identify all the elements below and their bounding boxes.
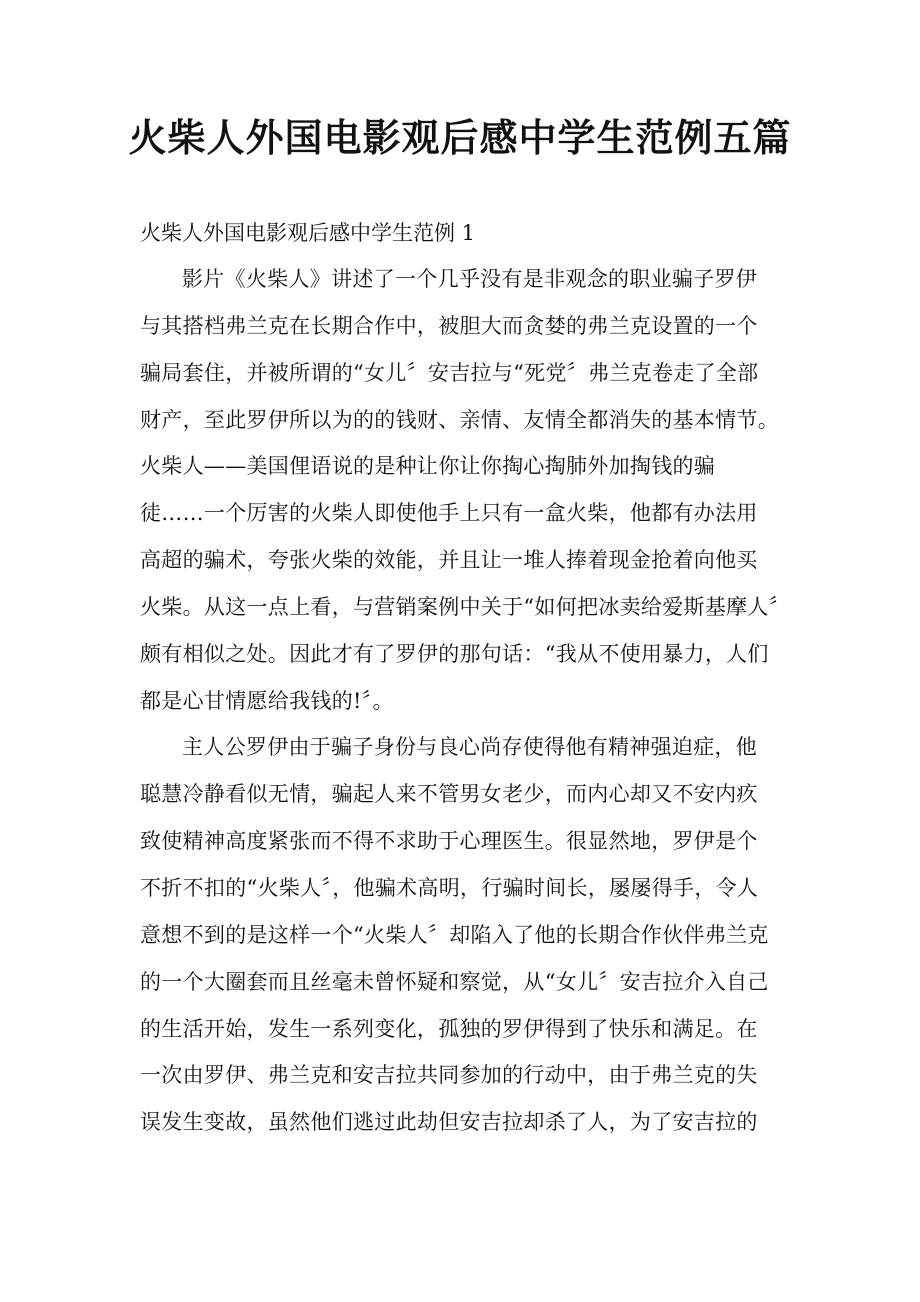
paragraph-2-line: 的一个大圈套而且丝毫未曾怀疑和察觉，从“女儿〞安吉拉介入自己 — [140, 969, 769, 994]
paragraph-2-line: 聪慧冷静看似无情，骗起人来不管男女老少，而内心却又不安内疚 — [140, 782, 758, 807]
paragraph-1-line: 火柴人——美国俚语说的是种让你让你掏心掏肺外加掏钱的骗 — [140, 454, 716, 479]
paragraph-1-line: 火柴。从这一点上看，与营销案例中关于“如何把冰卖给爱斯基摩人〞 — [140, 594, 791, 619]
paragraph-2-line: 误发生变故，虽然他们逃过此劫但安吉拉却杀了人，为了安吉拉的 — [140, 1110, 758, 1135]
paragraph-1-line: 与其搭档弗兰克在长期合作中，被胆大而贪婪的弗兰克设置的一个 — [140, 313, 758, 338]
document-title: 火柴人外国电影观后感中学生范例五篇 — [128, 115, 792, 160]
paragraph-2-line: 不折不扣的“火柴人〞，他骗术高明，行骗时间长，屡屡得手，令人 — [140, 875, 759, 900]
paragraph-1-line: 徒……一个厉害的火柴人即使他手上只有一盒火柴，他都有办法用 — [140, 501, 758, 526]
paragraph-2-line: 的生活开始，发生一系列变化，孤独的罗伊得到了快乐和满足。在 — [140, 1016, 758, 1041]
paragraph-2-line: 一次由罗伊、弗兰克和安吉拉共同参加的行动中，由于弗兰克的失 — [140, 1063, 758, 1088]
paragraph-1-line: 骗局套住，并被所谓的“女儿〞安吉拉与“死党〞弗兰克卷走了全部 — [140, 360, 759, 385]
paragraph-1-line: 高超的骗术，夸张火柴的效能，并且让一堆人捧着现金抢着向他买 — [140, 548, 758, 573]
paragraph-1-line: 影片《火柴人》讲述了一个几乎没有是非观念的职业骗子罗伊 — [182, 267, 758, 291]
body-text — [140, 264, 791, 1154]
paragraph-1-line: 都是心甘情愿给我钱的!〞。 — [140, 688, 394, 713]
section-heading: 火柴人外国电影观后感中学生范例 1 — [140, 221, 476, 245]
paragraph-2-line: 意想不到的是这样一个“火柴人〞却陷入了他的长期合作伙伴弗兰克 — [140, 922, 769, 947]
paragraph-2-line: 主人公罗伊由于骗子身份与良心尚存使得他有精神强迫症，他 — [182, 735, 758, 760]
paragraph-1-line: 财产，至此罗伊所以为的的钱财、亲情、友情全都消失的基本情节。 — [140, 407, 779, 432]
paragraph-2-line: 致使精神高度紧张而不得不求助于心理医生。很显然地，罗伊是个 — [140, 829, 758, 854]
paragraph-1-line: 颇有相似之处。因此才有了罗伊的那句话：“我从不使用暴力，人们 — [140, 641, 769, 666]
